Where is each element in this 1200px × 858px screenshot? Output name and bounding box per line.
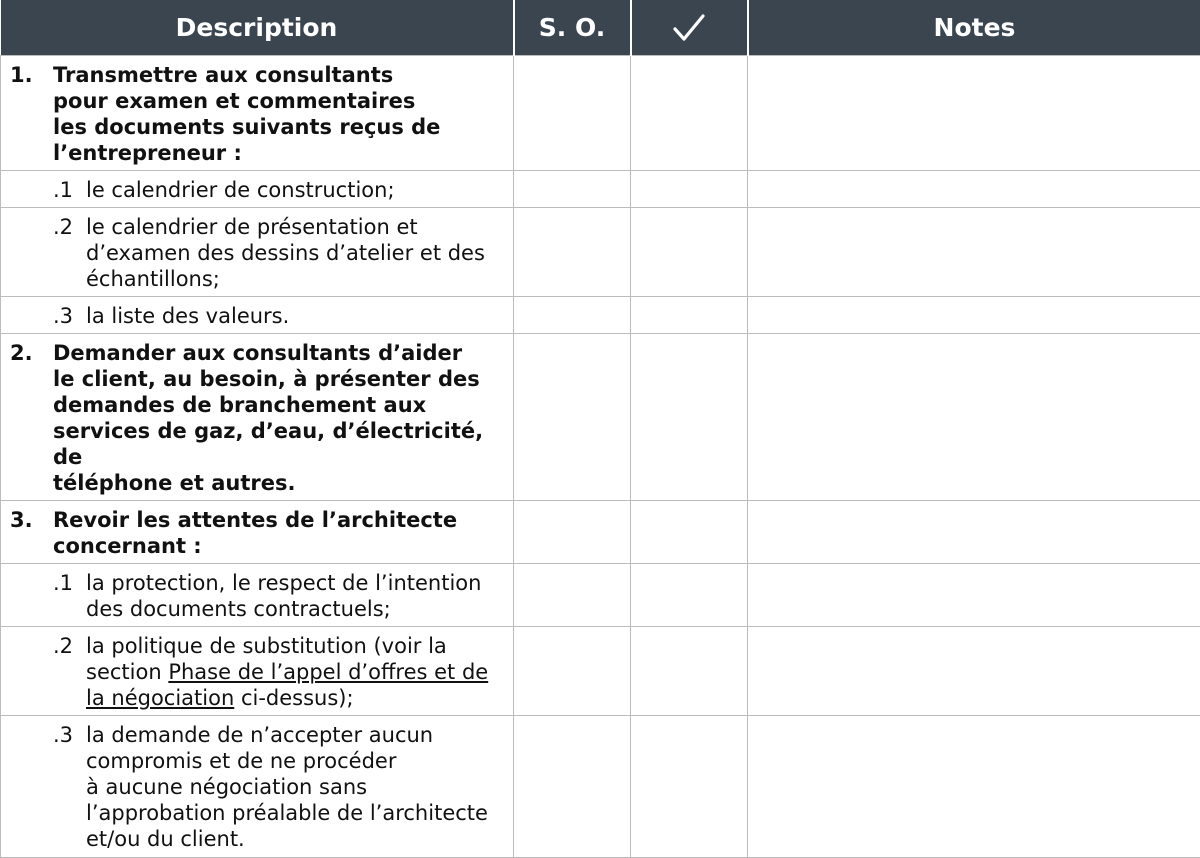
row-description — [1, 56, 514, 171]
table-row — [1, 716, 1200, 858]
header-notes: Notes — [748, 0, 1200, 56]
item-number: 1. — [10, 62, 53, 166]
notes-cell[interactable] — [748, 171, 1200, 208]
header-row — [1, 0, 1200, 56]
item-text: Revoir les attentes de l’architecte concernant : — [53, 507, 457, 559]
item-number: 2. — [10, 340, 53, 496]
check-cell[interactable] — [631, 627, 748, 716]
header-description: Description — [1, 0, 514, 56]
notes-cell[interactable] — [748, 627, 1200, 716]
list-item: .3 la demande de n’accepter aucun compromis et de ne procéder à aucune négociation sans l’approbation préalable de l’architecte et/ou du client. — [10, 722, 505, 852]
so-cell[interactable] — [514, 627, 631, 716]
check-cell[interactable] — [631, 564, 748, 627]
list-item: .1 la protection, le respect de l’intention des documents contractuels; — [10, 570, 505, 622]
table-row — [1, 56, 1200, 171]
item-number: .2 — [53, 633, 86, 659]
check-cell[interactable] — [631, 171, 748, 208]
list-item — [10, 62, 505, 166]
check-cell[interactable] — [631, 208, 748, 297]
row-description — [1, 297, 514, 334]
check-cell[interactable] — [631, 334, 748, 501]
list-item — [10, 507, 505, 559]
table-row — [1, 564, 1200, 627]
so-cell[interactable] — [514, 564, 631, 627]
item-text: Transmettre aux consultants pour examen et commentaires les documents suivants reçus de l’entrepreneur : — [53, 62, 440, 166]
table-row — [1, 297, 1200, 334]
list-item: .2 le calendrier de présentation et d’examen des dessins d’atelier et des échantillons; — [10, 214, 505, 292]
so-cell[interactable] — [514, 208, 631, 297]
header-so: S. O. — [514, 0, 631, 56]
table-row — [1, 501, 1200, 564]
row-description — [1, 208, 514, 297]
so-cell[interactable] — [514, 56, 631, 171]
item-number: 3. — [10, 507, 53, 559]
row-description — [1, 564, 514, 627]
list-item: .3 la liste des valeurs. — [10, 303, 505, 329]
check-cell[interactable] — [631, 501, 748, 564]
header-check — [631, 0, 748, 56]
item-number: .1 — [53, 177, 86, 203]
notes-cell[interactable] — [748, 334, 1200, 501]
row-description — [1, 627, 514, 716]
list-item — [10, 340, 505, 496]
check-cell[interactable] — [631, 56, 748, 171]
checkmark-icon — [671, 12, 707, 44]
so-cell[interactable] — [514, 334, 631, 501]
table-row — [1, 208, 1200, 297]
notes-cell[interactable] — [748, 297, 1200, 334]
item-number: .3 — [53, 303, 86, 329]
notes-cell[interactable] — [748, 56, 1200, 171]
item-number: .3 — [53, 722, 86, 748]
row-description — [1, 171, 514, 208]
notes-cell[interactable] — [748, 564, 1200, 627]
so-cell[interactable] — [514, 716, 631, 858]
table-row — [1, 334, 1200, 501]
section-link[interactable]: Phase de l’appel d’offres et de — [168, 660, 488, 684]
so-cell[interactable] — [514, 501, 631, 564]
check-cell[interactable] — [631, 297, 748, 334]
notes-cell[interactable] — [748, 208, 1200, 297]
row-description — [1, 716, 514, 858]
list-item: .1 le calendrier de construction; — [10, 177, 505, 203]
row-description — [1, 334, 514, 501]
so-cell[interactable] — [514, 171, 631, 208]
so-cell[interactable] — [514, 297, 631, 334]
check-cell[interactable] — [631, 716, 748, 858]
notes-cell[interactable] — [748, 716, 1200, 858]
notes-cell[interactable] — [748, 501, 1200, 564]
item-text: Demander aux consultants d’aider le client, au besoin, à présenter des demandes de branchement aux services de gaz, d’eau, d’électricité, de téléphone et autres. — [53, 340, 505, 496]
list-item: .2 la politique de substitution (voir la section Phase de l’appel d’offres et de la négociation ci-dessus); — [10, 633, 505, 711]
table-row — [1, 171, 1200, 208]
item-number: .1 — [53, 570, 86, 596]
item-number: .2 — [53, 214, 86, 240]
section-link[interactable]: la négociation — [86, 686, 234, 710]
table-row — [1, 627, 1200, 716]
row-description — [1, 501, 514, 564]
